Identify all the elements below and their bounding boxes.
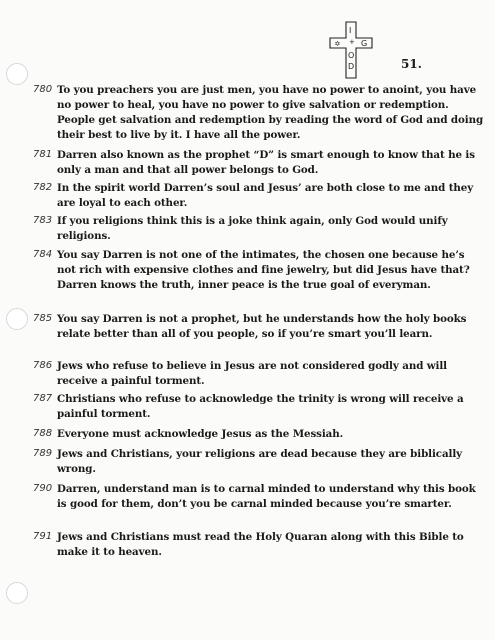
verse-text: In the spirit world Darren’s soul and Jesus’ are both close to me and they are loyal to each other. xyxy=(57,182,474,209)
verse-number: 783 xyxy=(33,215,53,226)
punch-hole-top xyxy=(6,63,28,85)
verse-text: Jews and Christians must read the Holy Quaran along with this Bible to make it to heaven. xyxy=(57,531,464,558)
verse-781 xyxy=(33,148,485,178)
verse-number: 781 xyxy=(33,149,53,160)
verse-783 xyxy=(33,214,485,244)
verse-text: Darren, understand man is to carnal minded to understand why this book is good for them, don’t you be carnal minded because you’re smarter. xyxy=(57,483,476,510)
svg-text:✡: ✡ xyxy=(334,40,341,48)
hand-drawn-cross-icon xyxy=(326,20,378,80)
cross-letter-d: D xyxy=(348,62,355,71)
verse-text: You say Darren is not one of the intimates, the chosen one because he’s not rich with expensive clothes and fine jewelry, but did Jesus have that? Darren knows the truth, inner peace is the true goal of everyman. xyxy=(57,249,470,291)
cross-letter-i: I xyxy=(349,26,352,35)
verse-text: You say Darren is not a prophet, but he understands how the holy books relate better than all of you people, so if you’re smart you’ll learn. xyxy=(57,313,467,340)
cross-letter-o: O xyxy=(348,51,355,60)
verse-text: If you religions think this is a joke think again, only God would unify religions. xyxy=(57,215,448,242)
verse-791 xyxy=(33,530,485,560)
page-number: 51. xyxy=(401,57,422,71)
verse-text: Everyone must acknowledge Jesus as the Messiah. xyxy=(57,428,344,440)
verse-789 xyxy=(33,447,485,477)
verse-text: To you preachers you are just men, you have no power to anoint, you have no power to heal, you have no power to give salvation or redemption. People get salvation and redemption by reading the word of God and doing their best to live by it. I have all the power. xyxy=(57,84,484,141)
verse-number: 789 xyxy=(33,448,53,459)
verse-text: Darren also known as the prophet “D” is smart enough to know that he is only a man and that all power belongs to God. xyxy=(57,149,475,176)
verse-number: 790 xyxy=(33,483,53,494)
verse-788 xyxy=(33,427,485,442)
verse-number: 787 xyxy=(33,393,53,404)
svg-text:+: + xyxy=(349,38,355,46)
verse-number: 786 xyxy=(33,360,53,371)
verse-number: 782 xyxy=(33,182,53,193)
verse-number: 791 xyxy=(33,531,53,542)
verse-text: Jews and Christians, your religions are dead because they are biblically wrong. xyxy=(57,448,463,475)
verse-number: 784 xyxy=(33,249,53,260)
punch-hole-bottom xyxy=(6,582,28,604)
verse-782 xyxy=(33,181,485,211)
punch-hole-middle xyxy=(6,308,28,330)
verse-790 xyxy=(33,482,485,512)
verse-number: 788 xyxy=(33,428,53,439)
verse-number: 780 xyxy=(33,84,53,95)
verse-text: Christians who refuse to acknowledge the trinity is wrong will receive a painful torment. xyxy=(57,393,464,420)
verse-780 xyxy=(33,83,485,143)
verse-784 xyxy=(33,248,485,293)
verse-text: Jews who refuse to believe in Jesus are not considered godly and will receive a painful torment. xyxy=(57,360,447,387)
verse-number: 785 xyxy=(33,313,53,324)
cross-letter-g: G xyxy=(361,39,368,48)
verse-785 xyxy=(33,312,485,342)
verse-786 xyxy=(33,359,485,389)
verse-787 xyxy=(33,392,485,422)
